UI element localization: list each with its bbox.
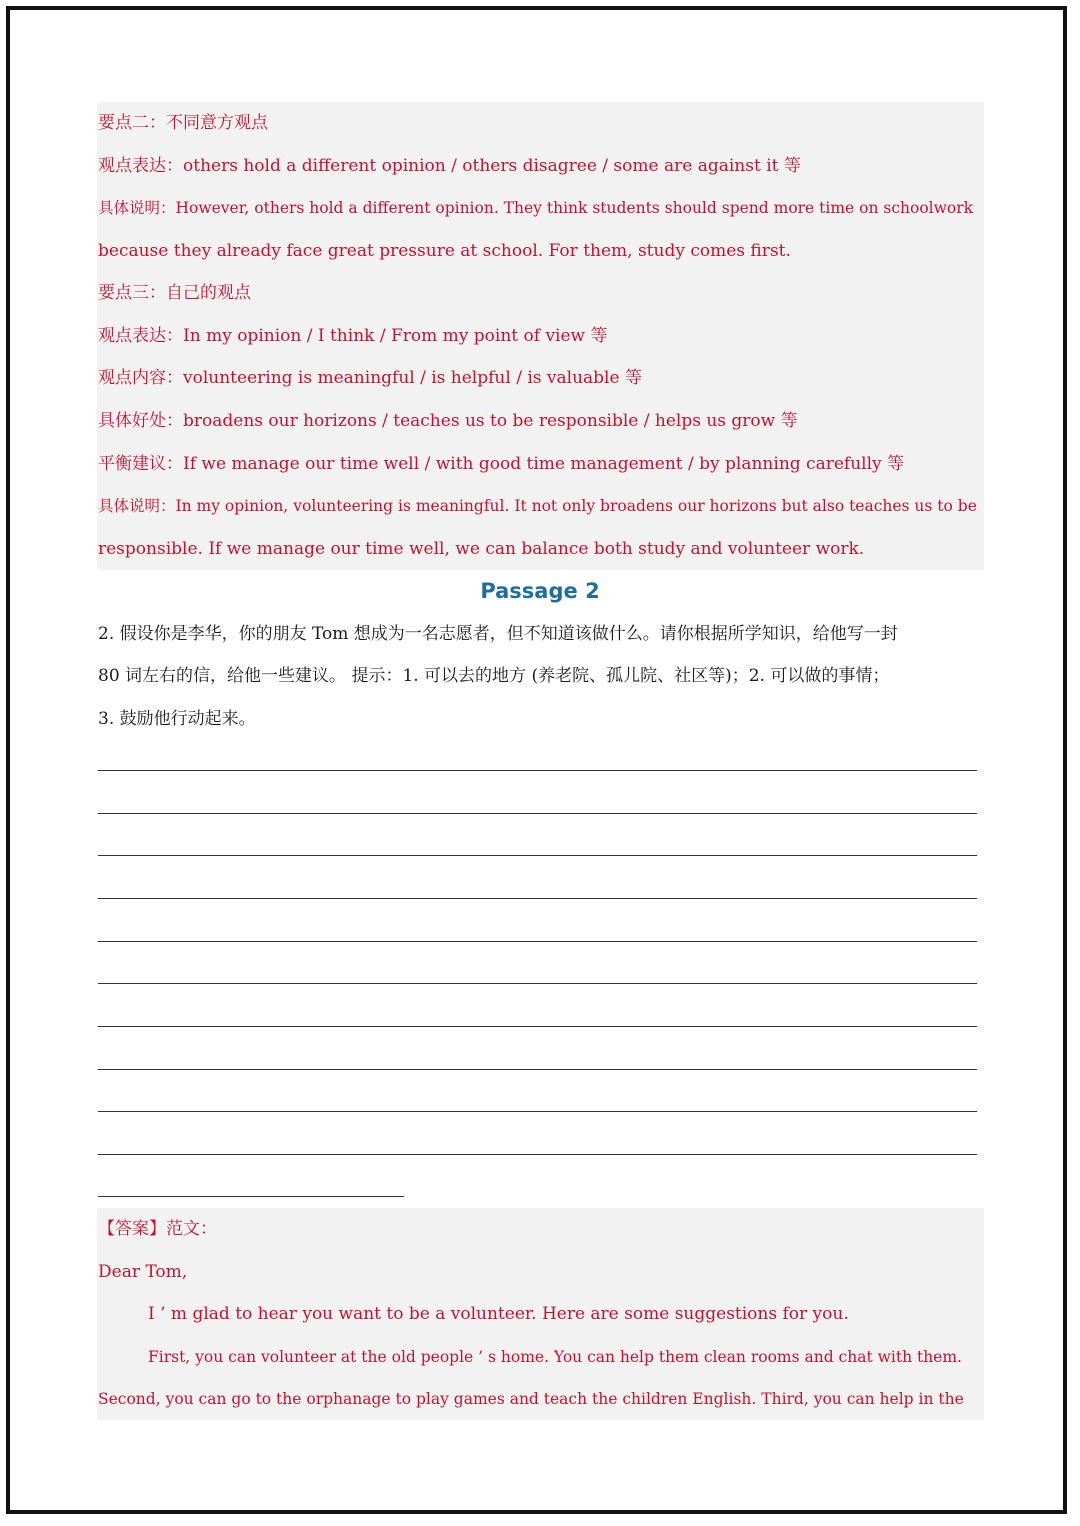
writing-line[interactable] [98,770,977,771]
point-three-heading: 要点三：自己的观点 [98,283,251,303]
question-line-1: 2. 假设你是李华，你的朋友 Tom 想成为一名志愿者，但不知道该做什么。请你根据所学知识，给他写一封 [98,624,898,644]
point-three-explanation-line1: 具体说明：In my opinion, volunteering is meaningful. It not only broadens our horizons but also teaches us to be [98,497,977,515]
writing-line[interactable] [98,1154,977,1155]
letter-paragraph-1: I ’ m glad to hear you want to be a volunteer. Here are some suggestions for you. [148,1304,849,1324]
point-two-explanation-line1: 具体说明：However, others hold a different opinion. They think students should spend more time on schoolwork [98,199,974,217]
point-three-expression: 观点表达：In my opinion / I think / From my point of view 等 [98,326,608,346]
point-three-suggestion: 平衡建议：If we manage our time well / with good time management / by planning carefully 等 [98,454,905,474]
writing-line[interactable] [98,855,977,856]
writing-line[interactable] [98,1111,977,1112]
point-three-explanation-line2: responsible. If we manage our time well, we can balance both study and volunteer work. [98,539,865,559]
question-line-2: 80 词左右的信，给他一些建议。 提示：1. 可以去的地方 (养老院、孤儿院、社区等)；2. 可以做的事情； [98,666,890,686]
writing-line[interactable] [98,813,977,814]
answer-heading: 【答案】范文： [98,1219,217,1239]
passage-title: Passage 2 [480,579,600,603]
point-three-benefits: 具体好处：broadens our horizons / teaches us to be responsible / helps us grow 等 [98,411,798,431]
writing-line[interactable] [98,1069,977,1070]
writing-line[interactable] [98,941,977,942]
writing-line[interactable] [98,1026,977,1027]
letter-greeting: Dear Tom, [98,1262,188,1282]
writing-line[interactable] [98,983,977,984]
question-line-3: 3. 鼓励他行动起来。 [98,709,256,729]
point-two-expression: 观点表达：others hold a different opinion / others disagree / some are against it 等 [98,156,801,176]
point-three-content: 观点内容：volunteering is meaningful / is helpful / is valuable 等 [98,368,642,388]
point-two-heading: 要点二：不同意方观点 [98,113,268,133]
point-two-explanation-line2: because they already face great pressure at school. For them, study comes first. [98,241,791,261]
letter-paragraph-2-line1: First, you can volunteer at the old people ’ s home. You can help them clean rooms and chat with them. [148,1348,962,1366]
writing-line[interactable] [98,898,977,899]
writing-line-short[interactable] [98,1196,404,1197]
letter-paragraph-2-line2: Second, you can go to the orphanage to play games and teach the children English. Third, you can help in the [98,1390,964,1408]
